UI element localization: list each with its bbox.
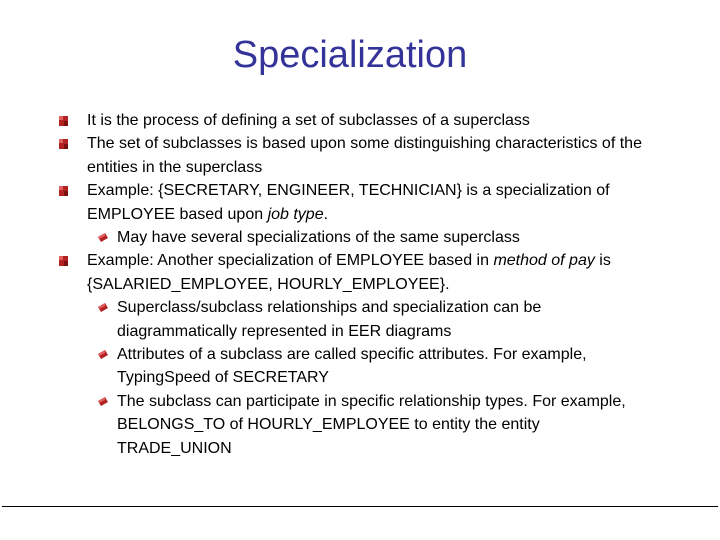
bullet-text: The set of subclasses is based upon some distinguishing characteristics of the entities in the superclass <box>87 135 642 176</box>
arrow-bullet-icon <box>96 396 110 408</box>
sub-bullet-item <box>0 296 647 343</box>
square-bullet-icon <box>58 185 69 197</box>
bullet-text-end: . <box>323 205 329 223</box>
footer-divider <box>2 506 718 507</box>
sub-bullet-text: Superclass/subclass relationships and specialization can be diagrammatically represented in EER diagrams <box>117 299 542 340</box>
square-bullet-icon <box>58 255 69 267</box>
bullet-item <box>0 249 677 296</box>
sub-bullet-item <box>0 226 647 249</box>
bullet-list <box>0 109 720 460</box>
bullet-text: It is the process of defining a set of subclasses of a superclass <box>87 112 530 129</box>
sub-bullet-item <box>0 390 647 460</box>
slide-title: Specialization <box>232 34 468 76</box>
sub-bullet-text: May have several specializations of the same superclass <box>117 229 520 247</box>
bullet-item <box>0 109 677 132</box>
sub-bullet-item <box>0 343 647 390</box>
arrow-bullet-icon <box>96 349 110 361</box>
arrow-bullet-icon <box>96 302 110 314</box>
emphasis-text: job type <box>267 205 324 223</box>
emphasis-text: method of pay <box>493 252 595 270</box>
square-bullet-icon <box>58 115 69 127</box>
arrow-bullet-icon <box>96 232 110 244</box>
sub-bullet-text: Attributes of a subclass are called specific attributes. For example, TypingSpeed of SECRETARY <box>117 346 587 387</box>
bullet-text: Example: {SECRETARY, ENGINEER, TECHNICIAN} is a specialization of EMPLOYEE based upon <box>87 182 610 223</box>
bullet-text: Example: Another specialization of EMPLOYEE based in <box>87 252 494 270</box>
bullet-item <box>0 132 677 179</box>
sub-bullet-text: The subclass can participate in specific relationship types. For example, BELONGS_TO of HOURLY_EMPLOYEE to entity the entity TRADE_UNION <box>117 392 626 457</box>
square-bullet-icon <box>58 138 69 150</box>
bullet-text-end: is {SALARIED_EMPLOYEE, HOURLY_EMPLOYEE}. <box>87 252 611 293</box>
bullet-item <box>0 179 677 226</box>
